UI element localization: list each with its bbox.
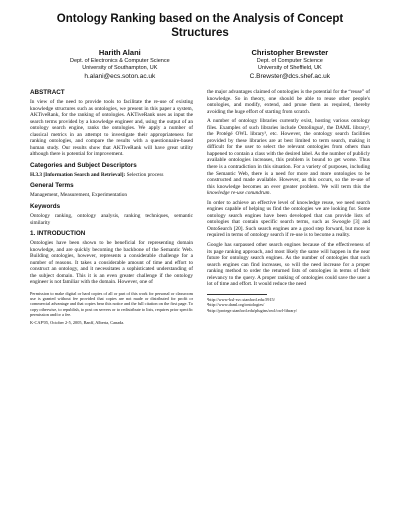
general-terms-text: Management, Measurement, Experimentation (30, 192, 128, 199)
categories-rest: Selection process (126, 171, 164, 178)
right-column (207, 89, 370, 328)
author-block (30, 48, 370, 81)
author-name: Christopher Brewster (251, 48, 329, 57)
author-1 (70, 48, 170, 81)
author-affiliation: Dept. of Computer Science (256, 58, 323, 64)
permission-text: Permission to make digital or hard copies of all or part of this work for personal or classroom use is granted without fee provided that copies are not made or distributed for profit or commercial advantage and that copies bear this notice and the full citation on the first page. To copy otherwise, to republish, to post on servers or to redistribute to lists, requires prior specific permission and/or a fee. (30, 290, 194, 317)
categories-code: H.3.3 [Information Search and Retrieval]: (30, 171, 126, 178)
general-terms-heading: General Terms (30, 182, 74, 190)
abstract-text: In view of the need to provide tools to facilitate the re-use of existing knowledge structures such as ontologies, we present in this paper a system, AKTiveRank, for the ranking of ontologies. AKTiveRank uses as input the search terms provided by a knowledge engineer and, using the output of an ontology search engine, ranks the ontologies. We apply a number of classical metrics in an attempt to investigate their appropriateness for ranking ontologies, and compare the results with a questionnaire-based human study. Our results show that AKTiveRank will have great utility although there is potential for improvement. (30, 99, 193, 158)
paragraph: Google has surpassed other search engines because of the effectiveness of its page ranking approach, and most likely the same will happen in the near future for ontology search engines. As the number of ontologies that such search engines can find increases, so will the need increase for a proper ranking method to order the returned lists of ontologies in terms of their relevancy to the query. A proper ranking of ontologies could save the user a lot of time and effort. It would reduce the need (207, 242, 370, 288)
permission-block (30, 291, 193, 325)
paper-title: Ontology Ranking based on the Analysis of Concept Structures (56, 13, 344, 39)
paragraph: A number of ontology libraries currently exist, hosting various ontology files. Examples of such libraries include Ontolingua¹, the DAML library², the Protégé OWL library³, etc. However, the ontology search facilities provided by these libraries are at best limited to term search, making it difficult for the user to select the relevant ontologies from others than happened to contain a class with the desired label. As the number of publicly available ontologies increases, this problem is bound to get worse. Thus there is a contradiction in this situation. For a variety of purposes, including the Semantic Web, there is a need for more and more ontologies to be constructed and made available. However, as this occurs, so the re-use of this knowledge becomes an ever greater problem. We will term this the knowledge re-use conundrum. (207, 118, 370, 197)
author-affiliation: University of Southampton, UK (82, 65, 158, 71)
introduction-text: Ontologies have been shown to be beneficial for representing domain knowledge, and are quickly becoming the backbone of the Semantic Web. Building ontologies, however, represents a considerable challenge for a number of reasons. It takes a considerable amount of time and effort to construct an ontology, and it necessitates a sophisticated understanding of the subject domain. This it is an even greater challenge if the ontology engineer is not familiar with the domain. However, one of (30, 240, 193, 286)
keywords-heading: Keywords (30, 203, 61, 211)
left-column (30, 89, 193, 328)
paragraph: In order to achieve an effective level of knowledge reuse, we need search engines capable of helping us find the ontologies we are looking for. Some ontology search engines have been developed that can provide lists of ontologies that contain specific search terms, such as Swoogle [3] and OntoSearch [20]. Such search engines are a good step forward, but more is required in terms of ontology search if re-use is to become a reality. (207, 199, 370, 239)
abstract-heading: ABSTRACT (30, 89, 65, 96)
categories-heading: Categories and Subject Descriptors (30, 161, 137, 169)
categories-text (30, 172, 193, 179)
introduction-heading: 1. INTRODUCTION (30, 230, 86, 238)
author-affiliation: Dept. of Electronics & Computer Science (70, 58, 170, 64)
paragraph: the major advantages claimed of ontologies is the potential for the “reuse” of knowledge. So in theory, one should be able to reuse other people's ontologies, and modify, extend, and prune them as required, thereby avoiding the huge effort of starting from scratch. (207, 89, 370, 115)
author-affiliation: University of Sheffield, UK (257, 65, 322, 71)
venue-text: K-CAP'05, October 2-5, 2005, Banff, Alberta, Canada. (30, 319, 125, 325)
author-email: C.Brewster@dcs.shef.ac.uk (249, 73, 330, 80)
author-email: h.alani@ecs.soton.ac.uk (84, 73, 156, 80)
author-name: Harith Alani (98, 48, 141, 57)
body-columns (30, 89, 370, 328)
footnote-divider (207, 294, 267, 295)
paragraph-text: A number of ontology libraries currently exist, hosting various ontology files. Examples of such libraries include Ontolingua¹, the DAML library², the Protégé OWL library³, etc. However, the ontology search facilities provided by these libraries are at best limited to term search, making it difficult for the user to select the relevant ontologies from others than happened to contain a class with the desired label. As the number of publicly available ontologies increases, this problem is bound to get worse. Thus there is a contradiction in this situation. For a variety of purposes, including the Semantic Web, there is a need for more and more ontologies to be constructed and made available. However, as this occurs, so the re-use of this knowledge becomes an ever greater problem. We will term this the (207, 118, 370, 190)
footnote: ²http://www.daml.org/ontologies/ (207, 302, 265, 308)
emphasis-term: knowledge re-use conundrum (207, 190, 270, 197)
footnote: ¹http://www-ksl-svc.stanford.edu:5915/ (207, 296, 275, 302)
author-2 (250, 48, 330, 81)
footnote: ³http://protege.stanford.edu/plugins/owl/owl-library/ (207, 307, 298, 313)
keywords-text: Ontology ranking, ontology analysis, ranking techniques, semantic similarity (30, 213, 193, 226)
